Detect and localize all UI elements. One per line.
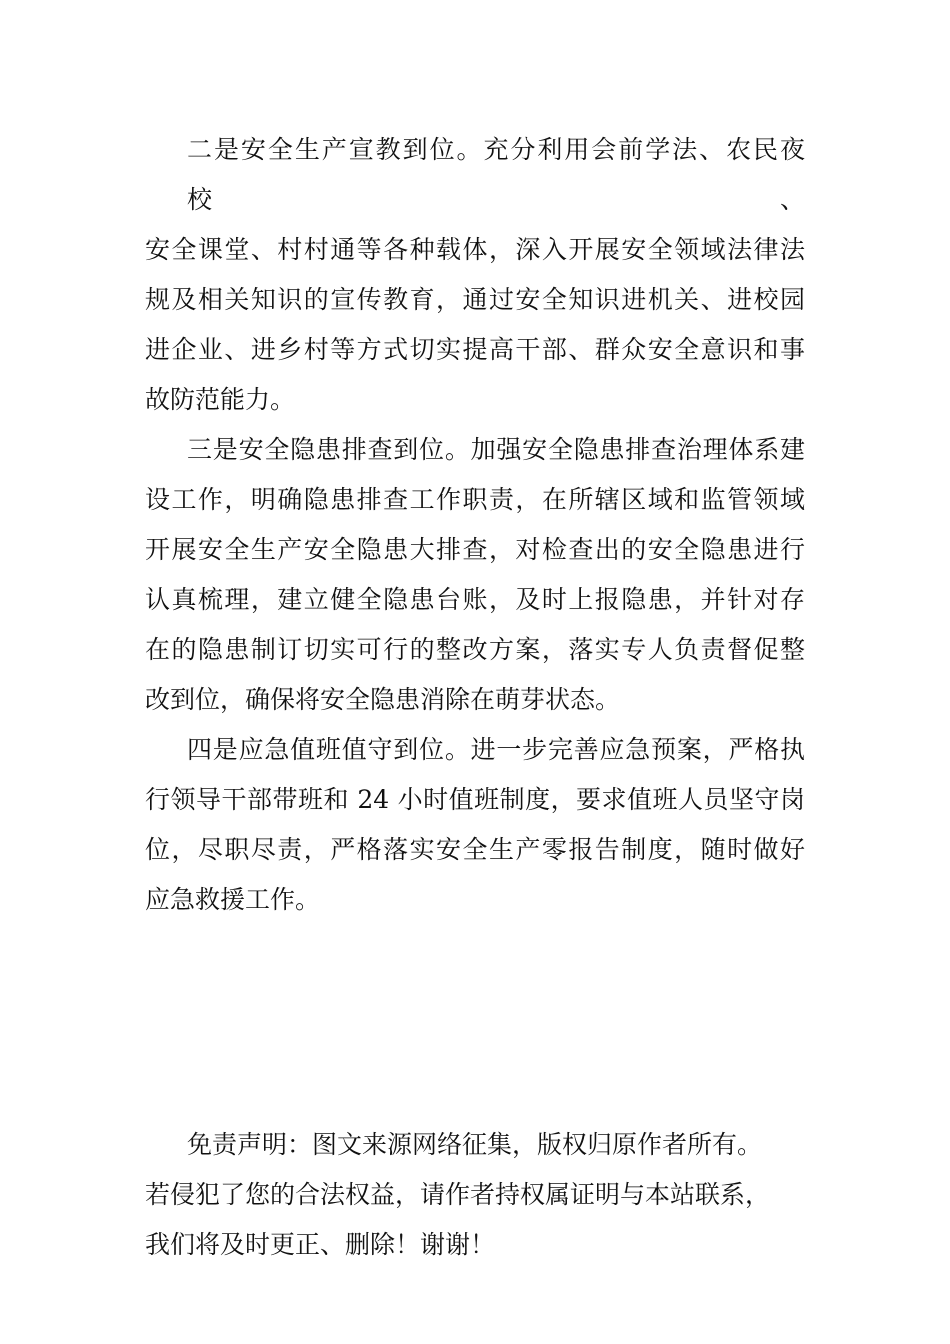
text-line: 开展安全生产安全隐患大排查，对检查出的安全隐患进行 [145, 535, 805, 564]
text-line: 三是安全隐患排查到位。加强安全隐患排查治理体系建 [187, 435, 805, 464]
disclaimer-line: 若侵犯了您的合法权益，请作者持权属证明与本站联系， [145, 1180, 771, 1209]
text-line: 认真梳理，建立健全隐患台账，及时上报隐患，并针对存 [145, 585, 805, 614]
page [145, 0, 805, 1270]
disclaimer-line: 我们将及时更正、删除！谢谢！ [145, 1230, 496, 1259]
spacer [145, 925, 805, 1120]
text-line: 行领导干部带班和 24 小时值班制度，要求值班人员坚守岗 [145, 785, 805, 814]
text-line: 在的隐患制订切实可行的整改方案，落实专人负责督促整 [145, 635, 805, 664]
disclaimer [145, 1120, 805, 1270]
text-line: 位，尽职尽责，严格落实安全生产零报告制度，随时做好 [145, 835, 805, 864]
text-line: 改到位，确保将安全隐患消除在萌芽状态。 [145, 685, 621, 714]
disclaimer-line: 免责声明：图文来源网络征集，版权归原作者所有。 [187, 1130, 763, 1159]
text-line: 四是应急值班值守到位。进一步完善应急预案，严格执 [187, 735, 805, 764]
paragraph-safety-education [145, 125, 805, 425]
document-body [145, 125, 805, 925]
text-line: 二是安全生产宣教到位。充分利用会前学法、农民夜校、 [187, 135, 805, 214]
text-line: 进企业、进乡村等方式切实提高干部、群众安全意识和事 [145, 335, 805, 364]
text-line: 设工作，明确隐患排查工作职责，在所辖区域和监管领域 [145, 485, 805, 514]
text-line: 应急救援工作。 [145, 885, 321, 914]
text-line: 规及相关知识的宣传教育，通过安全知识进机关、进校园 [145, 285, 805, 314]
text-line: 安全课堂、村村通等各种载体，深入开展安全领域法律法 [145, 235, 805, 264]
paragraph-emergency-duty [145, 725, 805, 925]
paragraph-hazard-inspection [145, 425, 805, 725]
text-line: 故防范能力。 [145, 385, 296, 414]
